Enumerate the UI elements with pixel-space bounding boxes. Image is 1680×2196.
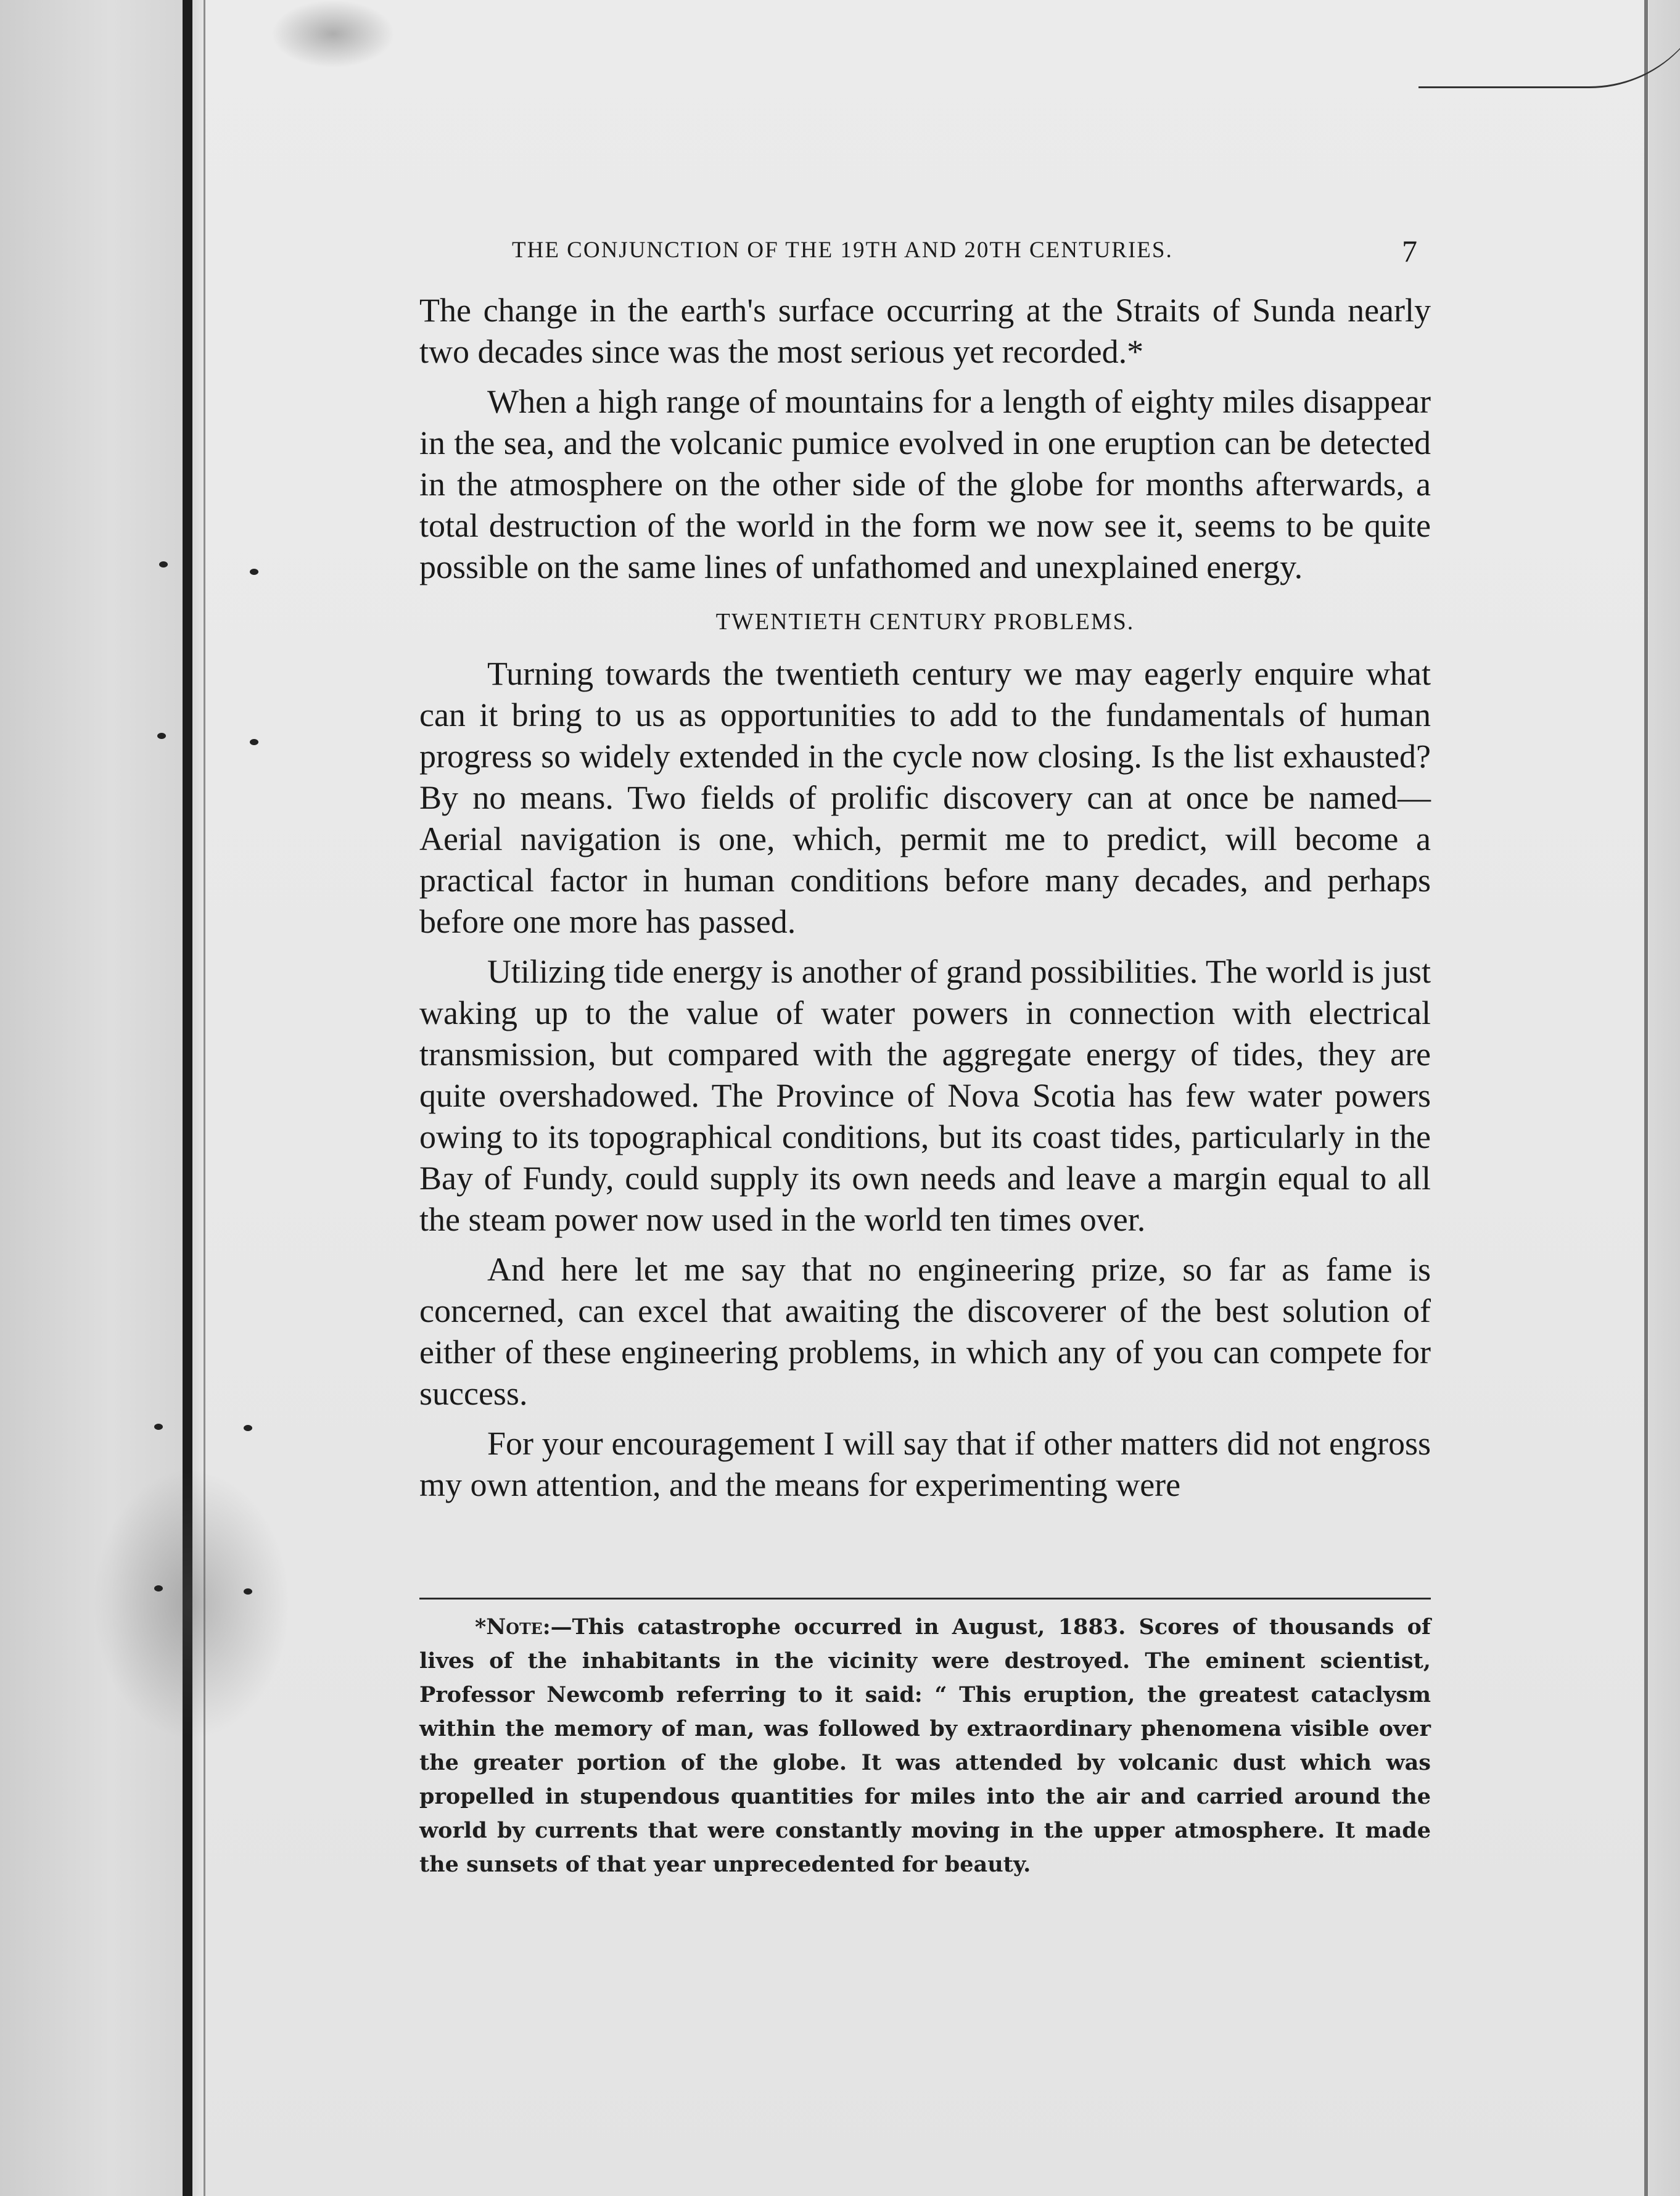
running-head-title: THE CONJUNCTION OF THE 19TH AND 20TH CENTURIES. bbox=[512, 237, 1173, 263]
paragraph: The change in the earth's surface occurring at the Straits of Sunda nearly two decades since was the most serious yet recorded.* bbox=[419, 292, 1431, 370]
binding-hole-mark bbox=[244, 1588, 252, 1595]
binding-hole-mark bbox=[250, 569, 258, 575]
paragraph: Utilizing tide energy is another of grand possibilities. The world is just waking up to the value of water powers in connection with electrical transmission, but compared with the aggregate energy of tides, they are quite overshadowed. The Province of Nova Scotia has few water powers owing to its topographical conditions, but its coast tides, particularly in the Bay of Fundy, could supply its own needs and leave a margin equal to all the steam power now used in the world ten times over. bbox=[419, 953, 1431, 1238]
binding-hole-mark bbox=[250, 739, 258, 745]
paragraph: When a high range of mountains for a length of eighty miles disappear in the sea, and the volcanic pumice evolved in one eruption can be detected in the atmosphere on the other side of the globe for months afterwards, a total destruction of the world in the form we now see it, seems to be quite possible on the same lines of unfathomed and unexplained energy. bbox=[419, 383, 1431, 585]
binding-hole-mark bbox=[159, 561, 168, 568]
scan-shadow bbox=[93, 1468, 290, 1740]
page-number: 7 bbox=[1402, 234, 1419, 268]
scan-artifact-curve bbox=[1419, 0, 1680, 88]
footnote-text: —This catastrophe occurred in August, 1883. Scores of thousands of lives of the inhabitants in the vicinity were destroyed. The eminent scientist, Professor Newcomb referring to it said: “ This eruption, the greatest cataclysm within the memory of man, was followed by extraordinary phenomena visible over the greater portion of the globe. It was attended by volcanic dust which was propelled in stupendous quantities for miles into the air and carried around the world by currents that were constantly moving in the upper atmosphere. It made the sunsets of that year unprecedented for beauty. bbox=[419, 1614, 1431, 1877]
paragraph: Turning towards the twentieth century we may eagerly enquire what can it bring to us as opportunities to add to the fundamentals of human progress so widely extended in the cycle now closing. Is the list exhausted? By no means. Two fields of prolific discovery can at once be named—Aerial navigation is one, which, permit me to predict, will become a practical factor in human conditions before many decades, and perhaps before one more has passed. bbox=[419, 655, 1431, 940]
body-text bbox=[419, 290, 1431, 1514]
scan-smudge bbox=[271, 0, 395, 68]
paragraph: For your encouragement I will say that if other matters did not engross my own attention, and the means for experimenting were bbox=[419, 1425, 1431, 1503]
section-heading: TWENTIETH CENTURY PROBLEMS. bbox=[715, 609, 1135, 635]
paragraph: And here let me say that no engineering prize, so far as fame is concerned, can excel that awaiting the discoverer of the best solution of either of these engineering problems, in which any of you can compete for success. bbox=[419, 1251, 1431, 1412]
page-edge bbox=[1644, 0, 1648, 2196]
footnote bbox=[419, 1610, 1431, 1881]
book-gutter bbox=[183, 0, 192, 2196]
binding-hole-mark bbox=[244, 1425, 252, 1431]
binding-hole-mark bbox=[154, 1424, 163, 1430]
left-page-leaf bbox=[0, 0, 185, 2196]
binding-hole-mark bbox=[154, 1585, 163, 1591]
binding-hole-mark bbox=[157, 733, 166, 739]
footnote-rule bbox=[419, 1598, 1431, 1600]
running-head bbox=[512, 234, 1419, 274]
footnote-label: *Note: bbox=[475, 1614, 551, 1640]
